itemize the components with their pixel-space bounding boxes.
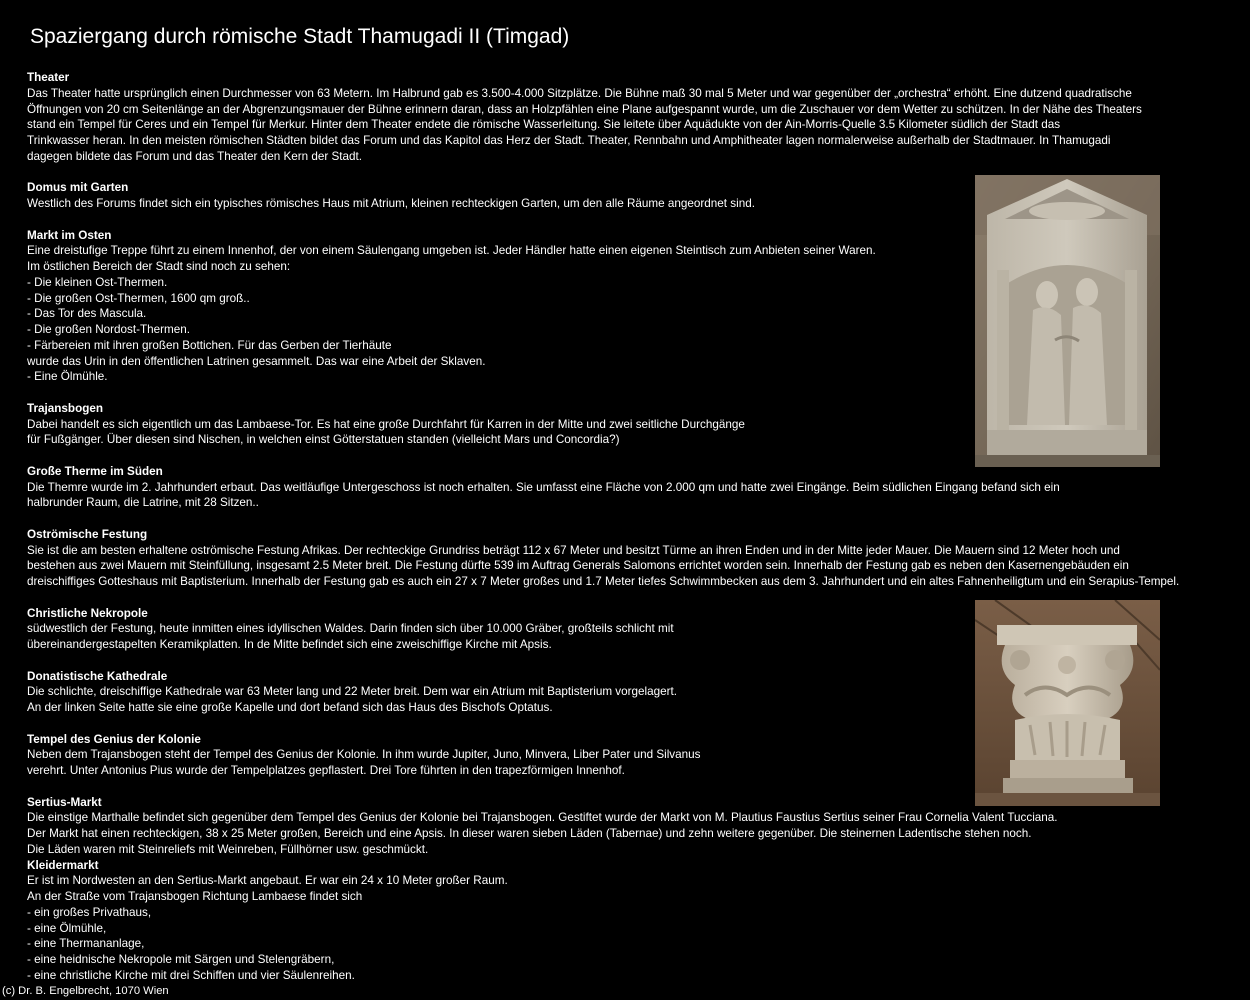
paragraph-line: Das Theater hatte ursprünglich einen Durchmesser von 63 Metern. Im Halbrund gab es 3.500-4.000 Sitzplätze. Die Bühne maß 30 mal 5 Meter und war gegenüber der „orchestra“ erhöht. Eine dutzend quadratische bbox=[27, 86, 1132, 100]
paragraph-line: Die schlichte, dreischiffige Kathedrale war 63 Meter lang und 22 Meter breit. Dem war ein Atrium mit Baptisterium vorgelagert. bbox=[27, 685, 678, 699]
paragraph-line: - Die kleinen Ost-Thermen. bbox=[27, 275, 168, 289]
section-heading: Markt im Osten bbox=[27, 228, 112, 242]
paragraph-line: Die einstige Marthalle befindet sich gegenüber dem Tempel des Genius der Kolonie bei Trajansbogen. Gestiftet wurde der Markt von M. Plautius Faustius Sertius seiner Frau Cornelia Valent Tucciana. bbox=[27, 811, 1058, 825]
paragraph-line: - Das Tor des Mascula. bbox=[27, 307, 147, 321]
section-theater bbox=[27, 70, 1222, 165]
paragraph-line: dreischiffiges Gotteshaus mit Baptisterium. Innerhalb der Festung gab es auch ein 27 x 7 Meter großes und 1.7 Meter tiefes Schwimmbecken aus dem 3. Jahrhundert und ein altes Fahnenheiligtum und ein Serapius-Tempel. bbox=[27, 575, 1180, 588]
paragraph-line: Westlich des Forums findet sich ein typisches römisches Haus mit Atrium, kleinen rechteckigen Garten, um den alle Räume angeordnet sind. bbox=[27, 197, 755, 210]
paragraph-line: stand ein Tempel für Ceres und ein Tempel für Merkur. Hinter dem Theater endete die römische Wasserleitung. Sie leitete über Aquädukte von der Ain-Morris-Quelle 3.5 Kilometer südlich der Stadt das bbox=[27, 118, 1061, 132]
paragraph-line: südwestlich der Festung, heute inmitten eines idyllischen Waldes. Darin finden sich über 10.000 Gräber, großteils schlicht mit bbox=[27, 622, 674, 636]
paragraph-line: dagegen bildete das Forum und das Theater den Kern der Stadt. bbox=[27, 149, 363, 163]
paragraph-line: Dabei handelt es sich eigentlich um das Lambaese-Tor. Es hat eine große Durchfahrt für Karren in der Mitte und zwei seitliche Durchgänge bbox=[27, 417, 745, 431]
paragraph-line: - eine Ölmühle, bbox=[27, 921, 107, 935]
paragraph-line: Im östlichen Bereich der Stadt sind noch zu sehen: bbox=[27, 260, 291, 273]
paragraph-line: - eine heidnische Nekropole mit Särgen und Stelengräbern, bbox=[27, 953, 335, 966]
paragraph-line: Öffnungen von 20 cm Seitenlänge an der Abgrenzungsmauer der Bühne erinnern daran, dass an Holzpfählen eine Plane aufgespannt wurde, um die Zuschauer vor dem Wetter zu schützen. In der Nähe des Theaters bbox=[27, 102, 1142, 116]
paragraph-line: - Die großen Nordost-Thermen. bbox=[27, 323, 191, 336]
paragraph-line: - Die großen Ost-Thermen, 1600 qm groß.. bbox=[27, 291, 250, 305]
page-title: Spaziergang durch römische Stadt Thamugadi II (Timgad) bbox=[30, 25, 570, 48]
section-heading: Sertius-Markt bbox=[27, 795, 102, 809]
paragraph-line: - eine Thermananlage, bbox=[27, 937, 145, 951]
paragraph-line: wurde das Urin in den öffentlichen Latrinen gesammelt. Das war eine Arbeit der Sklaven. bbox=[27, 354, 486, 368]
column-capital-image bbox=[975, 600, 1160, 806]
paragraph-line: halbrunder Raum, die Latrine, mit 28 Sitzen.. bbox=[27, 496, 259, 510]
section-heading: Domus mit Garten bbox=[27, 181, 129, 195]
paragraph-line: - Färbereien mit ihren großen Bottichen. Für das Gerben der Tierhäute bbox=[27, 338, 392, 352]
paragraph-line: Die Themre wurde im 2. Jahrhundert erbaut. Das weitläufige Untergeschoss ist noch erhalten. Sie umfasst eine Fläche von 2.000 qm und hatte zwei Eingänge. Beim südlichen Eingang befand sich ein bbox=[27, 480, 1060, 494]
paragraph-line: - ein großes Privathaus, bbox=[27, 905, 152, 919]
section-festung bbox=[27, 527, 1222, 590]
section-therme bbox=[27, 464, 1222, 511]
stele-relief-image bbox=[975, 175, 1160, 467]
section-kleidermarkt bbox=[27, 858, 1222, 984]
stele-relief-photo bbox=[975, 175, 1160, 467]
paragraph-line: Der Markt hat einen rechteckigen, 38 x 25 Meter großen, Bereich und eine Apsis. In dieser waren sieben Läden (Tabernae) und zehn weitere gegenüber. Die steinernen Ladentische stehen noch. bbox=[27, 827, 1032, 840]
paragraph-line: für Fußgänger. Über diesen sind Nischen, in welchen einst Götterstatuen standen (vielleicht Mars und Concordia?) bbox=[27, 433, 620, 447]
paragraph-line: bestehen aus zwei Mauern mit Steinfüllung, insgesamt 2.5 Meter breit. Die Festung dürfte 539 im Auftrag Generals Salomons errichtet worden sein. Innerhalb der Festung gab es neben den Kasernengebäuden ein bbox=[27, 559, 1129, 573]
section-heading: Kleidermarkt bbox=[27, 858, 99, 872]
section-heading: Christliche Nekropole bbox=[27, 606, 148, 620]
paragraph-line: Die Läden waren mit Steinreliefs mit Weinreben, Füllhörner usw. geschmückt. bbox=[27, 842, 429, 856]
section-heading: Tempel des Genius der Kolonie bbox=[27, 732, 201, 746]
copyright-footer: (c) Dr. B. Engelbrecht, 1070 Wien bbox=[2, 985, 169, 997]
paragraph-line: Trinkwasser heran. In den meisten römischen Städten bildet das Forum und das Kapitol das Herz der Stadt. Theater, Rennbahn und Amphitheater lagen normalerweise außerhalb der Stadtmauer. In Thamugadi bbox=[27, 134, 1111, 147]
paragraph-line: verehrt. Unter Antonius Pius wurde der Tempelplatzes gepflastert. Drei Tore führten in den trapezförmigen Innenhof. bbox=[27, 764, 625, 777]
section-heading: Oströmische Festung bbox=[27, 527, 148, 541]
section-heading: Trajansbogen bbox=[27, 401, 103, 415]
section-spacer bbox=[27, 511, 1222, 527]
section-heading: Große Therme im Süden bbox=[27, 464, 163, 478]
paragraph-line: Eine dreistufige Treppe führt zu einem Innenhof, der von einem Säulengang umgeben ist. Jeder Händler hatte einen eigenen Steintisch zum Anbieten seiner Waren. bbox=[27, 244, 876, 258]
paragraph-line: übereinandergestapelten Keramikplatten. In de Mitte befindet sich eine zweischiffige Kirche mit Apsis. bbox=[27, 638, 552, 651]
paragraph-line: - eine christliche Kirche mit drei Schiffen und vier Säulenreihen. bbox=[27, 968, 355, 982]
paragraph-line: Neben dem Trajansbogen steht der Tempel des Genius der Kolonie. In ihm wurde Jupiter, Juno, Minvera, Liber Pater und Silvanus bbox=[27, 748, 701, 762]
paragraph-line: An der Straße vom Trajansbogen Richtung Lambaese findet sich bbox=[27, 890, 363, 903]
section-heading: Donatistische Kathedrale bbox=[27, 669, 168, 683]
paragraph-line: An der linken Seite hatte sie eine große Kapelle und dort befand sich das Haus des Bischofs Optatus. bbox=[27, 701, 553, 714]
paragraph-line: Sie ist die am besten erhaltene oströmische Festung Afrikas. Der rechteckige Grundriss beträgt 112 x 67 Meter und besitzt Türme an ihren Enden und in der Mitte jeder Mauer. Die Mauern sind 12 Meter hoch und bbox=[27, 543, 1120, 557]
column-capital-photo bbox=[975, 600, 1160, 806]
section-heading: Theater bbox=[27, 71, 70, 84]
paragraph-line: - Eine Ölmühle. bbox=[27, 370, 108, 384]
paragraph-line: Er ist im Nordwesten an den Sertius-Markt angebaut. Er war ein 24 x 10 Meter großer Raum. bbox=[27, 874, 508, 888]
